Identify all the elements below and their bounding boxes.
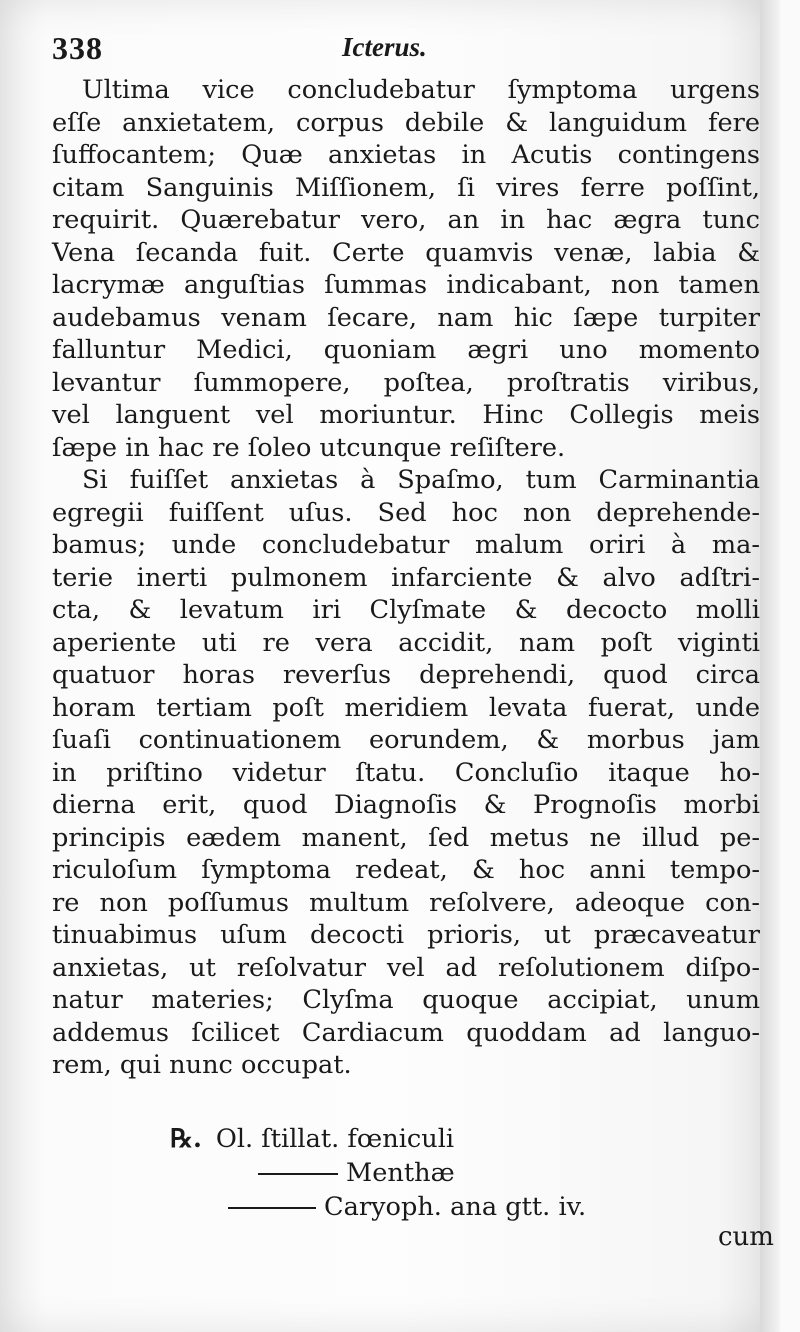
text-line: ſuaſi continuationem eorundem, & morbus jam <box>52 725 760 755</box>
page-header <box>52 30 760 74</box>
text-line: in priſtino videtur ſtatu. Concluſio itaque ho- <box>52 757 760 788</box>
page-number: 338 <box>52 30 103 66</box>
text-line: falluntur Medici, quoniam ægri uno momento <box>52 335 760 365</box>
text-line: tinuabimus uſum decocti prioris, ut præcaveatur <box>52 920 760 950</box>
prescription <box>170 1122 586 1224</box>
text-line: natur materies; Clyſma quoque accipiat, unum <box>52 985 760 1015</box>
running-title: Icterus. <box>342 32 427 62</box>
text-line: quatuor horas reverſus deprehendi, quod circa <box>52 660 760 690</box>
text-line: horam tertiam poſt meridiem levata fuerat, unde <box>52 692 760 723</box>
text-line: vel languent vel moriuntur. Hinc Collegis meis <box>52 400 760 430</box>
text-line: ſæpe in hac re ſoleo utcunque reſiſtere. <box>52 432 566 463</box>
text-line: levantur ſummopere, poſtea, proſtratis viribus, <box>52 367 760 398</box>
text-line: eſſe anxietatem, corpus debile & languidum fere <box>52 107 760 138</box>
text-line: anxietas, ut reſolvatur vel ad reſolutionem diſpo- <box>52 952 760 983</box>
text-line: riculoſum ſymptoma redeat, & hoc anni tempo- <box>52 855 760 885</box>
recipe-symbol: ℞. <box>170 1124 202 1154</box>
text-line: dierna erit, quod Diagnoſis & Prognoſis morbi <box>52 790 760 820</box>
text-line: bamus; unde concludebatur malum oriri à ma- <box>52 530 760 560</box>
text-block <box>52 30 760 1082</box>
page-edge-shadow <box>760 0 780 1332</box>
text-line: Ultima vice concludebatur ſymptoma urgens <box>82 75 760 105</box>
text-line: Si fuiſſet anxietas à Spaſmo, tum Carminantia <box>82 465 760 495</box>
text-line: re non poſſumus multum reſolvere, adeoque con- <box>52 887 760 918</box>
text-line: requirit. Quærebatur vero, an in hac ægra tunc <box>52 205 760 235</box>
text-line: egregii fuiſſent uſus. Sed hoc non deprehende- <box>52 497 760 528</box>
paragraph-2 <box>52 464 760 1082</box>
text-line: ſuffocantem; Quæ anxietas in Acutis contingens <box>52 140 760 170</box>
text-line: audebamus venam ſecare, nam hic ſæpe turpiter <box>52 302 760 333</box>
ditto-dash <box>228 1207 316 1209</box>
ditto-dash <box>258 1173 338 1175</box>
catchword: cum <box>718 1222 774 1252</box>
prescription-line-1 <box>170 1122 586 1156</box>
text-line: aperiente uti re vera accidit, nam poſt viginti <box>52 627 760 658</box>
text-line: principis eædem manent, ſed metus ne illud pe- <box>52 822 760 853</box>
paragraph-1 <box>52 74 760 464</box>
text-line: terie inerti pulmonem infarciente & alvo adſtri- <box>52 562 760 593</box>
text-line: citam Sanguinis Miſſionem, ſi vires ferre poſſint, <box>52 172 760 203</box>
text-line: cta, & levatum iri Clyſmate & decocto molli <box>52 595 760 625</box>
prescription-ingredient: Ol. ſtillat. fœniculi <box>215 1124 455 1154</box>
prescription-ingredient: Menthæ <box>346 1158 455 1188</box>
text-line: rem, qui nunc occupat. <box>52 1050 352 1080</box>
text-line: lacrymæ anguſtias ſummas indicabant, non tamen <box>52 270 760 300</box>
prescription-line-2 <box>170 1156 586 1190</box>
prescription-line-3 <box>170 1190 586 1224</box>
text-line: addemus ſcilicet Cardiacum quoddam ad languo- <box>52 1017 760 1048</box>
text-line: Vena ſecanda fuit. Certe quamvis venæ, labia & <box>52 237 760 268</box>
prescription-ingredient: Caryoph. ana gtt. iv. <box>324 1192 587 1222</box>
